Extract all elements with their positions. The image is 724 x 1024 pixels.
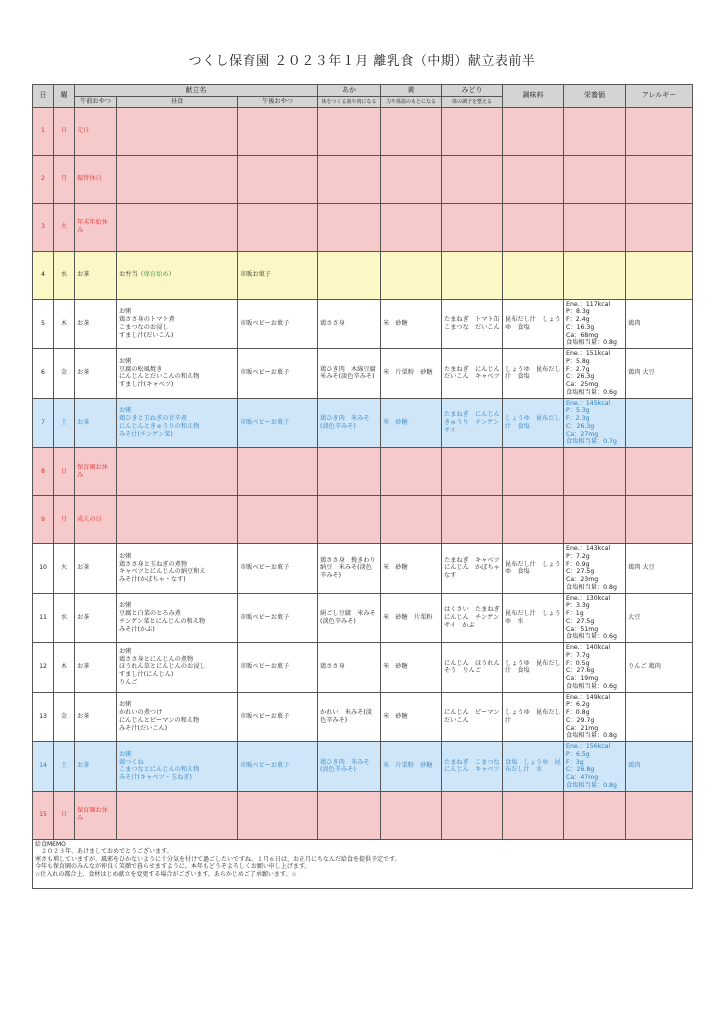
day-cell: 1	[33, 107, 54, 155]
cell-line: 鶏ささ身 挽きわり	[320, 556, 376, 564]
cell-line: C：27.5g	[566, 568, 595, 576]
cell-line: たまねぎ にんじん	[444, 411, 500, 419]
cell-line: 鶏つくね	[119, 758, 144, 766]
pm-snack-cell: 市販ベビーお菓子	[238, 349, 318, 399]
cell-line: P：6.5g	[566, 750, 590, 758]
cell-line: P：7.7g	[566, 651, 590, 659]
yellow-cell	[381, 643, 442, 693]
cell-line: 鶏ひき肉 米みそ	[320, 758, 370, 766]
cell-line: ゆ 食塩	[505, 568, 530, 576]
cell-line: (淡色辛みそ)	[320, 422, 356, 430]
cell-line: 鶏ささ身と玉ねぎの煮物	[119, 560, 188, 568]
green-cell	[442, 398, 503, 448]
cell-line: 食塩相当量：0.6g	[566, 682, 617, 690]
cell-line: お粥	[119, 407, 132, 415]
cell-line: Ca：27mg	[566, 430, 599, 438]
day-cell: 3	[33, 203, 54, 251]
cell-line: Ene.：145kcal	[566, 399, 611, 407]
seasoning-cell	[503, 742, 564, 792]
cell-line: 食塩相当量：0.7g	[566, 438, 617, 446]
cell-line: 絹ごし豆腐 米みそ	[320, 610, 376, 617]
cell-line: 豆腐と白菜のとろみ煮	[119, 610, 181, 617]
cell-line: しょうゆ 昆布だし	[505, 415, 561, 422]
table-row	[33, 643, 693, 693]
cell-line: (淡色辛みそ)	[320, 617, 356, 625]
am-snack-cell: お茶	[75, 643, 117, 693]
cell-line: 給食MEMO	[35, 840, 66, 848]
cell-line: お粥	[119, 701, 132, 709]
cell-line: お粥	[119, 750, 132, 758]
cell-line: F：1g	[566, 610, 584, 617]
nutrition-cell	[564, 398, 626, 448]
am-snack-cell: お茶	[75, 692, 117, 742]
cell-line: F：0.9g	[566, 560, 590, 568]
seasoning-cell	[503, 299, 564, 349]
cell-line: 鶏ひき肉 木綿豆腐	[320, 365, 376, 373]
allergy-cell: 大豆	[626, 593, 693, 643]
weekday-cell: 火	[54, 203, 75, 251]
weekday-cell: 金	[54, 692, 75, 742]
pm-snack-cell: 市販ベビーお菓子	[238, 299, 318, 349]
yellow-cell	[381, 398, 442, 448]
allergy-cell: 鶏肉 大豆	[626, 544, 693, 594]
cell-line: 米みそ(淡色辛みそ)	[320, 373, 375, 381]
day-cell: 2	[33, 155, 54, 203]
table-row	[33, 398, 693, 448]
cell-line: 汁	[505, 716, 512, 724]
cell-line: みそ汁(かぶ)	[119, 625, 155, 633]
header-allergy: アレルギー	[626, 85, 693, 108]
seasoning-cell	[503, 593, 564, 643]
cell-line: だいこん	[444, 716, 469, 724]
green-cell	[442, 742, 503, 792]
green-cell	[442, 544, 503, 594]
cell-line: 鶏ひき肉 米みそ	[320, 415, 370, 422]
red-cell	[318, 349, 381, 399]
allergy-cell: 鶏肉 大豆	[626, 349, 693, 399]
weekday-cell: 土	[54, 398, 75, 448]
cell-line: にんじんとだいこんの和え物	[119, 373, 200, 381]
cell-line: お粥	[119, 552, 132, 560]
cell-line: お粥	[119, 602, 132, 610]
cell-line: こまつな だいこん	[444, 323, 500, 331]
allergy-cell	[626, 398, 693, 448]
cell-line: はくさい たまねぎ	[444, 606, 500, 614]
cell-line: 鶏ささ身とにんじんの煮物	[119, 655, 194, 663]
cell-line: キャベツとにんじんの納豆和え	[119, 568, 206, 576]
weekday-cell: 水	[54, 593, 75, 643]
cell-line: 豆腐の松風焼き	[119, 365, 163, 373]
cell-line: F：0.5g	[566, 659, 590, 667]
cell-line: 食塩相当量：0.6g	[566, 388, 617, 396]
lunch-cell	[117, 398, 238, 448]
table-row	[33, 692, 693, 742]
cell-line: 食塩 しょうゆ 昆	[505, 758, 561, 766]
lunch-cell	[117, 692, 238, 742]
cell-line: C：16.3g	[566, 323, 595, 331]
table-row	[33, 496, 693, 544]
cell-line: たまねぎ こまつな	[444, 758, 500, 766]
red-cell	[318, 299, 381, 349]
cell-line: 米 砂糖	[383, 663, 408, 671]
cell-line: 昆布だし汁 しょう	[505, 316, 561, 323]
cell-line: にんじん ほうれん	[444, 659, 500, 667]
am-snack-cell: お茶	[75, 544, 117, 594]
cell-line: 汁 食塩	[505, 667, 530, 675]
table-row	[33, 299, 693, 349]
cell-line: (淡色辛みそ)	[320, 766, 356, 774]
red-cell	[318, 544, 381, 594]
header-am-snack: 午前おやつ	[75, 96, 117, 107]
cell-line: にんじん チンゲン	[444, 613, 500, 621]
header-lunch: 昼食	[117, 96, 238, 107]
allergy-cell	[626, 692, 693, 742]
cell-line: 鶏ささ身	[320, 663, 345, 671]
cell-line: お粥	[119, 308, 132, 316]
weekday-cell: 木	[54, 643, 75, 693]
green-cell	[442, 593, 503, 643]
cell-line: 食塩相当量：0.8g	[566, 583, 617, 591]
cell-line: P：3.3g	[566, 602, 590, 610]
lunch-memo	[33, 839, 693, 888]
weekday-cell: 月	[54, 155, 75, 203]
cell-line: Ene.：156kcal	[566, 743, 611, 750]
cell-line: みそ汁(チンゲン菜)	[119, 430, 173, 438]
cell-line: こまつなのお浸し	[119, 323, 169, 331]
nutrition-cell	[564, 349, 626, 399]
cell-line: にんじん キャベツ	[444, 766, 500, 774]
page-title: つくし保育園 ２０２３年１月 離乳食（中期）献立表前半	[188, 54, 536, 69]
day-cell: 13	[33, 692, 54, 742]
cell-line: なす	[444, 572, 457, 580]
cell-line: C：26.8g	[566, 766, 595, 774]
cell-line: りんご	[119, 678, 138, 686]
cell-line: ゆ 水	[505, 617, 524, 625]
day-cell: 11	[33, 593, 54, 643]
cell-line: ２０２３年、あけましておめでとうございます。	[35, 848, 173, 855]
cell-line: ほうれん草とにんじんのお浸し	[119, 663, 206, 671]
cell-line: たまねぎ にんじん	[444, 365, 500, 373]
table-row	[33, 251, 693, 299]
header-yellow: 黄	[381, 85, 442, 97]
cell-line: P：5.8g	[566, 357, 590, 365]
cell-line: お粥	[119, 647, 132, 655]
cell-line: C：29.7g	[566, 716, 595, 724]
cell-line: 昆布だし汁 しょう	[505, 560, 561, 568]
seasoning-cell	[503, 692, 564, 742]
cell-line: Ene.：117kcal	[566, 300, 611, 308]
cell-line: P：5.3g	[566, 407, 590, 415]
table-row	[33, 107, 693, 155]
header-menu-name: 献立名	[75, 85, 318, 97]
seasoning-cell	[503, 349, 564, 399]
lunch-cell	[117, 593, 238, 643]
cell-line: 鶏ひきと玉ねぎの甘辛煮	[119, 415, 188, 422]
seasoning-cell	[503, 643, 564, 693]
pm-snack-cell: 市販ベビーお菓子	[238, 398, 318, 448]
day-cell: 7	[33, 398, 54, 448]
cell-line: 米 片栗粉 砂糖	[383, 369, 433, 377]
table-row	[33, 349, 693, 399]
nursery-start-label: 保育始め	[143, 271, 169, 279]
red-cell	[318, 692, 381, 742]
cell-line: にんじん かぼちゃ	[444, 564, 500, 572]
cell-line: だいこん キャベツ	[444, 373, 500, 381]
cell-line: 米 砂糖	[383, 712, 408, 720]
day-cell: 10	[33, 544, 54, 594]
cell-line: Ca：19mg	[566, 675, 599, 682]
cell-line: たまねぎ キャベツ	[444, 556, 500, 564]
cell-line: 鶏ささ身のトマト煮	[119, 316, 175, 323]
yellow-cell	[381, 349, 442, 399]
nutrition-cell	[564, 692, 626, 742]
cell-line: みそ汁(かぼちゃ・なす)	[119, 576, 186, 583]
day-cell: 14	[33, 742, 54, 792]
day-cell: 15	[33, 791, 54, 839]
cell-line: F：3g	[566, 758, 584, 766]
day-cell: 4	[33, 251, 54, 299]
cell-line: 布だし汁 水	[505, 766, 543, 774]
am-snack-cell: お茶	[75, 398, 117, 448]
cell-line: にんじん ピーマン	[444, 709, 500, 716]
cell-line: F：0.8g	[566, 709, 590, 716]
am-snack-cell: 振替休日	[75, 155, 117, 203]
lunch-cell	[117, 742, 238, 792]
cell-line: F：2.4g	[566, 316, 590, 323]
cell-line: ☆仕入れの都合上、食材はじめ献立を変更する場合がございます。あらかじめご了承願います。☆	[35, 870, 297, 878]
cell-line: Ca：23mg	[566, 576, 599, 583]
cell-line: すまし汁(だいこん)	[119, 331, 174, 339]
cell-line: お粥	[119, 357, 132, 365]
cell-line: にんじんとピーマンの和え物	[119, 716, 200, 724]
cell-line: C：27.6g	[566, 667, 595, 675]
cell-line: Ene.：143kcal	[566, 545, 611, 552]
table-row	[33, 155, 693, 203]
weekday-cell: 土	[54, 742, 75, 792]
am-snack-cell: お茶	[75, 349, 117, 399]
cell-line: 米 片栗粉 砂糖	[383, 762, 433, 770]
yellow-cell	[381, 299, 442, 349]
weekday-cell: 月	[54, 496, 75, 544]
green-cell	[442, 692, 503, 742]
cell-line: Ene.：149kcal	[566, 693, 611, 701]
day-cell: 9	[33, 496, 54, 544]
am-snack-cell: お茶	[75, 251, 117, 299]
header-weekday: 曜	[54, 85, 75, 108]
green-cell	[442, 299, 503, 349]
cell-line: 今年も保育園のみんなが仲良く笑顔で暮らせますように。本年もどうぞよろしくお願い申し上げます。	[35, 863, 311, 870]
nutrition-cell	[564, 742, 626, 792]
header-green: みどり	[442, 85, 503, 97]
cell-line: C：26.3g	[566, 422, 595, 430]
pm-snack-cell: 市販ベビーお菓子	[238, 643, 318, 693]
cell-line: 昆布だし汁 しょう	[505, 610, 561, 617]
cell-line: ゆ 食塩	[505, 323, 530, 331]
cell-line: かれいの煮つけ	[119, 709, 163, 716]
weekday-cell: 日	[54, 107, 75, 155]
am-snack-cell: 年末年始休み	[75, 203, 117, 251]
cell-line: 食塩相当量：0.8g	[566, 339, 617, 347]
lunch-cell	[117, 349, 238, 399]
table-row	[33, 544, 693, 594]
cell-line: 米 砂糖	[383, 418, 408, 426]
weekday-cell: 火	[54, 544, 75, 594]
cell-line: F：2.3g	[566, 415, 590, 422]
memo-row	[33, 839, 693, 888]
cell-line: チンゲン菜とにんじんの和え物	[119, 617, 206, 625]
red-cell	[318, 643, 381, 693]
am-snack-cell: お茶	[75, 593, 117, 643]
header-red: あか	[318, 85, 381, 97]
day-cell: 5	[33, 299, 54, 349]
cell-line: 汁 食塩	[505, 373, 530, 381]
cell-line: サイ かぶ	[444, 621, 475, 629]
cell-line: 米 砂糖	[383, 564, 408, 572]
cell-line: すまし汁(にんじん)	[119, 671, 174, 679]
nutrition-cell	[564, 299, 626, 349]
lunch-cell	[117, 544, 238, 594]
seasoning-cell	[503, 398, 564, 448]
weekday-cell: 日	[54, 791, 75, 839]
header-red-sub: 体をつくる血や肉になる	[318, 96, 381, 107]
cell-line: Ca：51mg	[566, 625, 599, 633]
pm-snack-cell: 市販ベビーお菓子	[238, 742, 318, 792]
weekday-cell: 水	[54, 251, 75, 299]
header-nutrition: 栄養価	[564, 85, 626, 108]
red-cell	[318, 742, 381, 792]
header-day: 日	[33, 85, 54, 108]
table-row	[33, 593, 693, 643]
green-cell	[442, 349, 503, 399]
yellow-cell	[381, 692, 442, 742]
cell-line: Ca：25mg	[566, 381, 599, 388]
allergy-cell: 鶏肉	[626, 299, 693, 349]
yellow-cell	[381, 742, 442, 792]
cell-line: かれい 米みそ(淡	[320, 709, 372, 716]
table-row	[33, 742, 693, 792]
table-row	[33, 448, 693, 496]
cell-line: こまつなとにんじんの和え物	[119, 766, 200, 774]
cell-line: Ene.：151kcal	[566, 350, 611, 357]
cell-line: 汁 食塩	[505, 422, 530, 430]
menu-table	[32, 84, 693, 889]
nutrition-cell	[564, 544, 626, 594]
weekday-cell: 日	[54, 448, 75, 496]
cell-line: P：6.2g	[566, 701, 590, 709]
am-snack-cell: お茶	[75, 742, 117, 792]
pm-snack-cell: 市販お菓子	[238, 251, 318, 299]
weekday-cell: 金	[54, 349, 75, 399]
cell-line: Ene.：130kcal	[566, 594, 611, 602]
cell-line: C：26.3g	[566, 373, 595, 381]
cell-line: Ene.：140kcal	[566, 644, 611, 651]
cell-line: にんじんときゅうりの和え物	[119, 422, 200, 430]
day-cell: 12	[33, 643, 54, 693]
cell-line: P：7.2g	[566, 552, 590, 560]
cell-line: F：2.7g	[566, 365, 590, 373]
am-snack-cell: 保育園お休み	[75, 448, 117, 496]
lunch-cell	[117, 299, 238, 349]
allergy-cell: りんご 鶏肉	[626, 643, 693, 693]
header-yellow-sub: 力や体温のもとになる	[381, 96, 442, 107]
cell-line: Ca：21mg	[566, 724, 599, 732]
cell-line: 食塩相当量：0.8g	[566, 781, 617, 789]
header-green-sub: 体の調子を整える	[442, 96, 503, 107]
nutrition-cell	[564, 593, 626, 643]
am-snack-cell: 成人の日	[75, 496, 117, 544]
cell-line: 辛みそ)	[320, 572, 342, 580]
cell-line: Ca：68mg	[566, 331, 599, 339]
cell-line: しょうゆ 昆布だし	[505, 709, 561, 716]
cell-line: みそ汁(キャベツ・玉ねぎ)	[119, 774, 192, 781]
cell-line: P：8.3g	[566, 308, 590, 316]
cell-line: 鶏ささ身	[320, 319, 345, 327]
green-cell	[442, 643, 503, 693]
nutrition-cell	[564, 643, 626, 693]
cell-line: 食塩相当量：0.8g	[566, 732, 617, 740]
red-cell	[318, 398, 381, 448]
cell-line: すまし汁(キャベツ)	[119, 381, 174, 388]
seasoning-cell	[503, 544, 564, 594]
yellow-cell	[381, 593, 442, 643]
cell-line: サイ	[444, 426, 456, 434]
cell-line: たまねぎ トマト缶	[444, 316, 500, 323]
header-seasoning: 調味料	[503, 85, 564, 108]
cell-line: 寒さも増していますが、風邪をひかないように十分気を付けて過ごしたいですね。１月６日は、お正月にちなんだ給食を提供予定です。	[35, 855, 401, 863]
day-cell: 6	[33, 349, 54, 399]
cell-line: 納豆 米みそ(淡色	[320, 564, 372, 572]
cell-line: 色辛みそ)	[320, 716, 348, 724]
lunch-cell: お弁当（保育始め）	[117, 251, 238, 299]
cell-line: 食塩相当量：0.6g	[566, 633, 617, 641]
pm-snack-cell: 市販ベビーお菓子	[238, 544, 318, 594]
red-cell	[318, 593, 381, 643]
cell-line: そう りんご	[444, 667, 482, 675]
weekday-cell: 木	[54, 299, 75, 349]
cell-line: C：27.5g	[566, 617, 595, 625]
am-snack-cell: 元日	[75, 107, 117, 155]
yellow-cell	[381, 544, 442, 594]
allergy-cell: 鶏肉	[626, 742, 693, 792]
cell-line: きゅうり チンゲン	[444, 418, 500, 426]
table-row	[33, 791, 693, 839]
day-cell: 8	[33, 448, 54, 496]
cell-line: みそ汁(だいこん)	[119, 724, 168, 732]
cell-line: しょうゆ 昆布だし	[505, 659, 561, 667]
am-snack-cell: 保育園お休み	[75, 791, 117, 839]
lunch-cell	[117, 643, 238, 693]
cell-line: 米 砂糖	[383, 319, 408, 327]
am-snack-cell: お茶	[75, 299, 117, 349]
pm-snack-cell: 市販ベビーお菓子	[238, 692, 318, 742]
cell-line: 米 砂糖 片栗粉	[383, 613, 433, 621]
pm-snack-cell: 市販ベビーお菓子	[238, 593, 318, 643]
table-row	[33, 203, 693, 251]
header-pm-snack: 午後おやつ	[238, 96, 318, 107]
cell-line: しょうゆ 昆布だし	[505, 365, 561, 373]
cell-line: Ca：47mg	[566, 774, 599, 781]
